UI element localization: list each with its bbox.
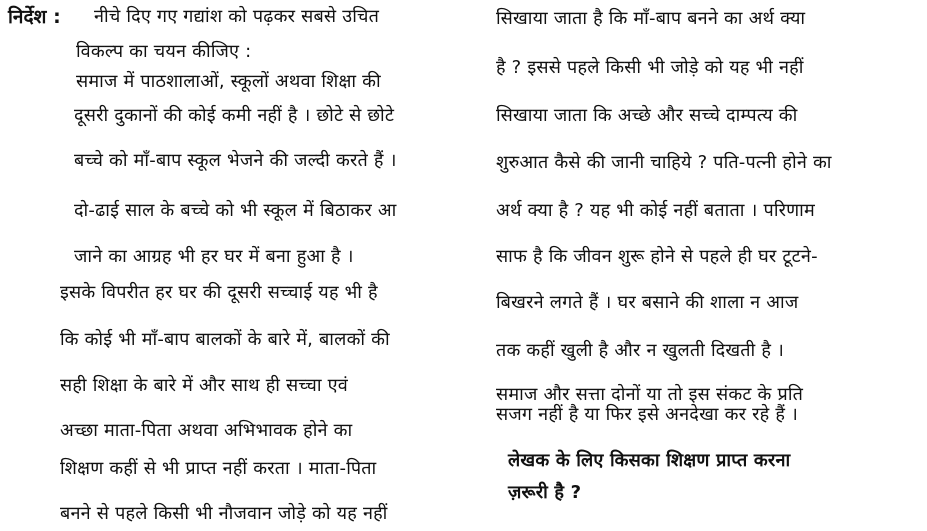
left-line-2: दूसरी दुकानों की कोई कमी नहीं है । छोटे से छोटे [74, 105, 395, 126]
left-line-5: जाने का आग्रह भी हर घर में बना हुआ है । [74, 246, 354, 267]
right-line-1: सिखाया जाता है कि माँ-बाप बनने का अर्थ क्या [496, 8, 806, 29]
right-line-2: है ? इससे पहले किसी भी जोड़े को यह भी नहीं [496, 57, 804, 78]
right-line-3: सिखाया जाता कि अच्छे और सच्चे दाम्पत्य की [496, 105, 798, 126]
instruction-line-1: नीचे दिए गए गद्यांश को पढ़कर सबसे उचित [94, 6, 380, 27]
question-line-2: ज़रूरी है ? [508, 482, 582, 503]
left-line-4: दो-ढाई साल के बच्चे को भी स्कूल में बिठाकर आ [74, 200, 397, 221]
right-line-5: अर्थ क्या है ? यह भी कोई नहीं बताता । परिणाम [496, 200, 815, 221]
left-line-3: बच्चे को माँ-बाप स्कूल भेजने की जल्दी करते हैं । [74, 150, 397, 171]
right-line-9: समाज और सत्ता दोनों या तो इस संकट के प्रति [496, 384, 804, 405]
instruction-label: निर्देश : [8, 6, 61, 28]
left-line-9: अच्छा माता-पिता अथवा अभिभावक होने का [60, 420, 353, 441]
right-line-4: शुरुआत कैसे की जानी चाहिये ? पति-पत्नी होने का [496, 152, 832, 173]
left-line-11: बनने से पहले किसी भी नौजवान जोड़े को यह नहीं [60, 503, 388, 524]
left-line-1: समाज में पाठशालाओं, स्कूलों अथवा शिक्षा की [76, 71, 381, 92]
right-line-7: बिखरने लगते हैं । घर बसाने की शाला न आज [496, 292, 799, 313]
right-line-6: साफ है कि जीवन शुरू होने से पहले ही घर टूटने- [496, 246, 818, 267]
right-line-8: तक कहीं खुली है और न खुलती दिखती है । [496, 340, 785, 361]
left-line-8: सही शिक्षा के बारे में और साथ ही सच्चा एवं [60, 375, 348, 396]
right-line-10: सजग नहीं है या फिर इसे अनदेखा कर रहे हैं । [496, 404, 799, 425]
question-line-1: लेखक के लिए किसका शिक्षण प्राप्त करना [508, 450, 791, 471]
instruction-line-2: विकल्प का चयन कीजिए : [76, 41, 252, 62]
left-line-7: कि कोई भी माँ-बाप बालकों के बारे में, बालकों की [60, 329, 390, 350]
left-line-6: इसके विपरीत हर घर की दूसरी सच्चाई यह भी है [60, 282, 378, 303]
left-line-10: शिक्षण कहीं से भी प्राप्त नहीं करता । माता-पिता [60, 458, 377, 479]
